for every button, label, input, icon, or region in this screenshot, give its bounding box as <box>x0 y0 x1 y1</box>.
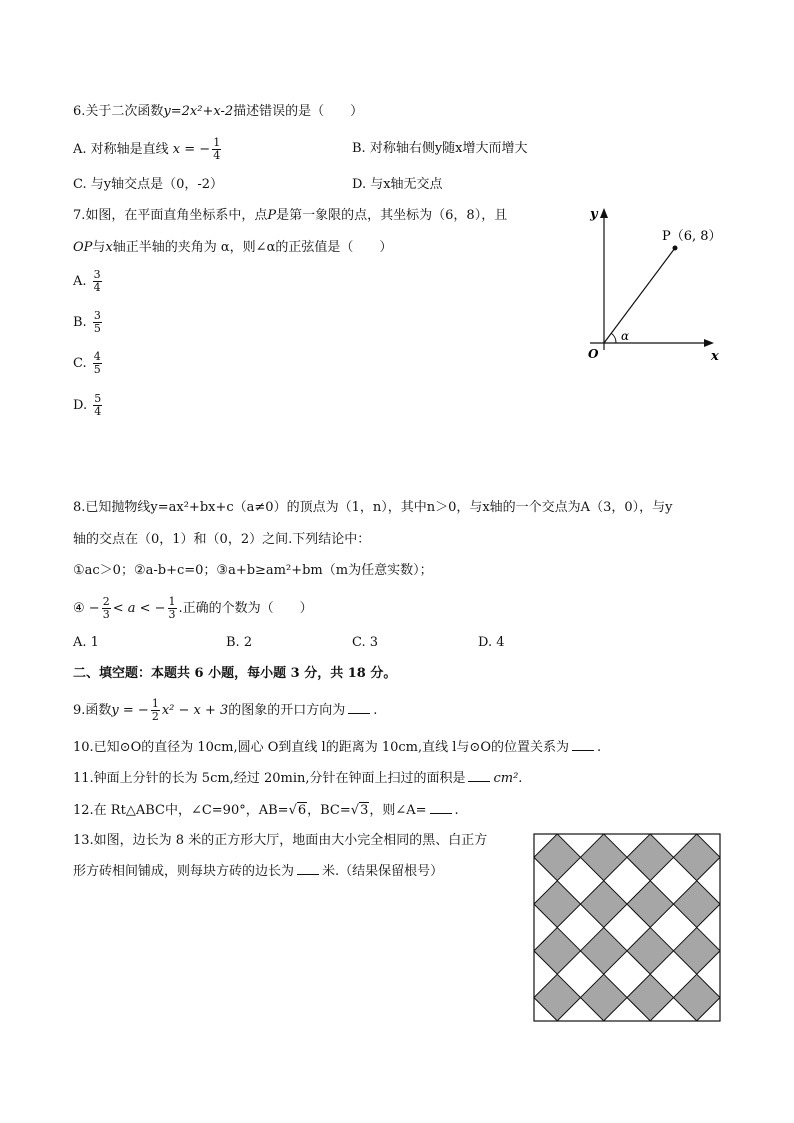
q13-text: 形方砖相间铺成，则每块方砖的边长为 <box>73 864 295 879</box>
q6-option-a-text: A. 对称轴是直线 <box>73 142 169 157</box>
sqrt-6: √6 <box>288 803 307 818</box>
q6-stem-text: 6.关于二次函数 <box>73 104 164 119</box>
denominator: 5 <box>93 363 101 376</box>
origin-label: O <box>588 347 599 361</box>
q6-equation: y=2x²+x-2 <box>163 104 234 119</box>
q12-text: 12.在 Rt△ABC中，∠C=90°，AB= <box>73 803 289 818</box>
q6-option-d: D. 与x轴无交点 <box>352 177 443 192</box>
point-p <box>673 246 678 251</box>
q7-x: x <box>105 240 113 255</box>
sqrt-3: √3 <box>350 803 369 818</box>
q8-line4-end: .正确的个数为（ ） <box>178 601 313 616</box>
q11-text: 11.钟面上分针的长为 5cm,经过 20min,分针在钟面上扫过的面积是 <box>73 771 466 786</box>
option-fraction <box>93 393 102 418</box>
q9-text: 9.函数 <box>73 703 112 718</box>
option-label: A. <box>73 274 87 289</box>
q8-fraction-2 <box>168 596 177 621</box>
q11-end: cm². <box>493 771 523 786</box>
q7-stem-line2 <box>73 239 392 257</box>
option-label: D. <box>73 398 88 413</box>
q8-line2: 轴的交点在（0，1）和（0，2）之间.下列结论中： <box>73 532 371 547</box>
q10-end: . <box>596 740 602 755</box>
answer-blank[interactable] <box>572 738 594 751</box>
denominator: 4 <box>213 149 221 162</box>
option-label: C. <box>73 356 87 371</box>
denominator: 3 <box>168 608 176 621</box>
q8-option-a: A. 1 <box>73 635 99 650</box>
option-fraction <box>93 310 102 335</box>
q6-option-a-fraction <box>212 137 221 162</box>
q6-option-a-eq: x = − <box>172 142 211 157</box>
q9-end: . <box>373 703 378 718</box>
numerator: 2 <box>102 595 110 608</box>
q13-tile-figure <box>533 833 721 1022</box>
x-axis-arrow <box>704 339 714 347</box>
q9 <box>73 698 377 723</box>
answer-blank[interactable] <box>297 862 319 875</box>
denominator: 4 <box>94 405 102 418</box>
point-p-label: P（6, 8） <box>662 229 722 244</box>
q8-option-b: B. 2 <box>226 635 253 650</box>
q7-op: OP <box>73 240 93 255</box>
q8-line3: ①ac＞0；②a-b+c=0；③a+b≥am²+bm（m为任意实数）； <box>73 563 433 578</box>
q7-stem-line1 <box>73 207 507 225</box>
q9-text2: 的图象的开口方向为 <box>228 703 346 718</box>
q6-option-c: C. 与y轴交点是（0，-2） <box>73 177 224 192</box>
radicand: 3 <box>360 803 369 818</box>
denominator: 2 <box>151 710 159 723</box>
q12-text3: ，则∠A= <box>369 803 427 818</box>
q7-coordinate-figure <box>580 200 730 370</box>
angle-arc <box>611 333 616 343</box>
q7-option-d <box>73 393 104 418</box>
y-axis-label: y <box>590 207 598 222</box>
q11 <box>73 769 522 788</box>
q7-point-p: P <box>267 208 277 223</box>
numerator: 1 <box>168 595 176 608</box>
y-axis-arrow <box>600 208 608 218</box>
q13-text2: 米.（结果保留根号） <box>322 864 444 879</box>
denominator: 4 <box>93 281 101 294</box>
q12 <box>73 801 459 820</box>
q7-stem-text: 7.如图，在平面直角坐标系中，点 <box>73 208 268 223</box>
numerator: 1 <box>151 697 159 710</box>
radicand: 6 <box>297 803 307 818</box>
q10-text: 10.已知⊙O的直径为 10cm,圆心 O到直线 l的距离为 10cm,直线 l与⊙O的位置关系为 <box>73 740 569 755</box>
q13-line2 <box>73 862 443 881</box>
q10 <box>73 738 601 757</box>
q6-option-a <box>73 137 223 162</box>
q8-fraction-1 <box>102 596 111 621</box>
answer-blank[interactable] <box>348 701 370 714</box>
q6-option-b: B. 对称轴右侧y随x增大而增大 <box>352 141 528 156</box>
q7-stem-text4: 轴正半轴的夹角为 α，则∠α的正弦值是（ ） <box>112 240 393 255</box>
q7-stem-text2: 是第一象限的点，其坐标为（6，8），且 <box>276 208 508 223</box>
angle-label: α <box>621 329 630 343</box>
numerator: 5 <box>94 392 102 405</box>
numerator: 4 <box>93 350 101 363</box>
segment-op <box>604 248 675 343</box>
q6-stem-tail: 描述错误的是（ ） <box>233 104 364 119</box>
answer-blank[interactable] <box>468 769 490 782</box>
q12-end: . <box>454 803 459 818</box>
option-fraction <box>93 269 102 294</box>
q8-line1: 8.已知抛物线y=ax²+bx+c（a≠0）的顶点为（1，n），其中n＞0，与x轴的一个交点为A（3，0），与y <box>73 500 673 515</box>
q12-text2: ，BC= <box>307 803 351 818</box>
section-heading: 二、填空题：本题共 6 小题，每小题 3 分，共 18 分。 <box>73 666 397 681</box>
q13-line1: 13.如图，边长为 8 米的正方形大厅，地面由大小完全相同的黑、白正方 <box>73 833 488 848</box>
q8-option-d: D. 4 <box>478 635 505 650</box>
q9-fraction <box>151 698 160 723</box>
option-label: B. <box>73 315 87 330</box>
q7-stem-text3: 与 <box>92 240 106 255</box>
q9-eq-end: x² − x + 3 <box>161 703 229 718</box>
numerator: 3 <box>93 309 101 322</box>
option-fraction <box>93 351 102 376</box>
denominator: 3 <box>102 608 110 621</box>
q7-option-b <box>73 310 104 335</box>
answer-blank[interactable] <box>430 801 452 814</box>
x-axis-label: x <box>711 349 719 364</box>
q8-line4-start: ④ − <box>73 601 100 616</box>
q9-eq-start: y = − <box>111 703 149 718</box>
q7-option-c <box>73 351 104 376</box>
q8-inequality: < a < − <box>112 601 166 616</box>
q8-option-c: C. 3 <box>352 635 379 650</box>
numerator: 3 <box>93 268 101 281</box>
q6-stem <box>73 103 363 121</box>
q7-option-a <box>73 269 104 294</box>
denominator: 5 <box>93 322 101 335</box>
q8-line4 <box>73 596 313 621</box>
numerator: 1 <box>213 136 221 149</box>
